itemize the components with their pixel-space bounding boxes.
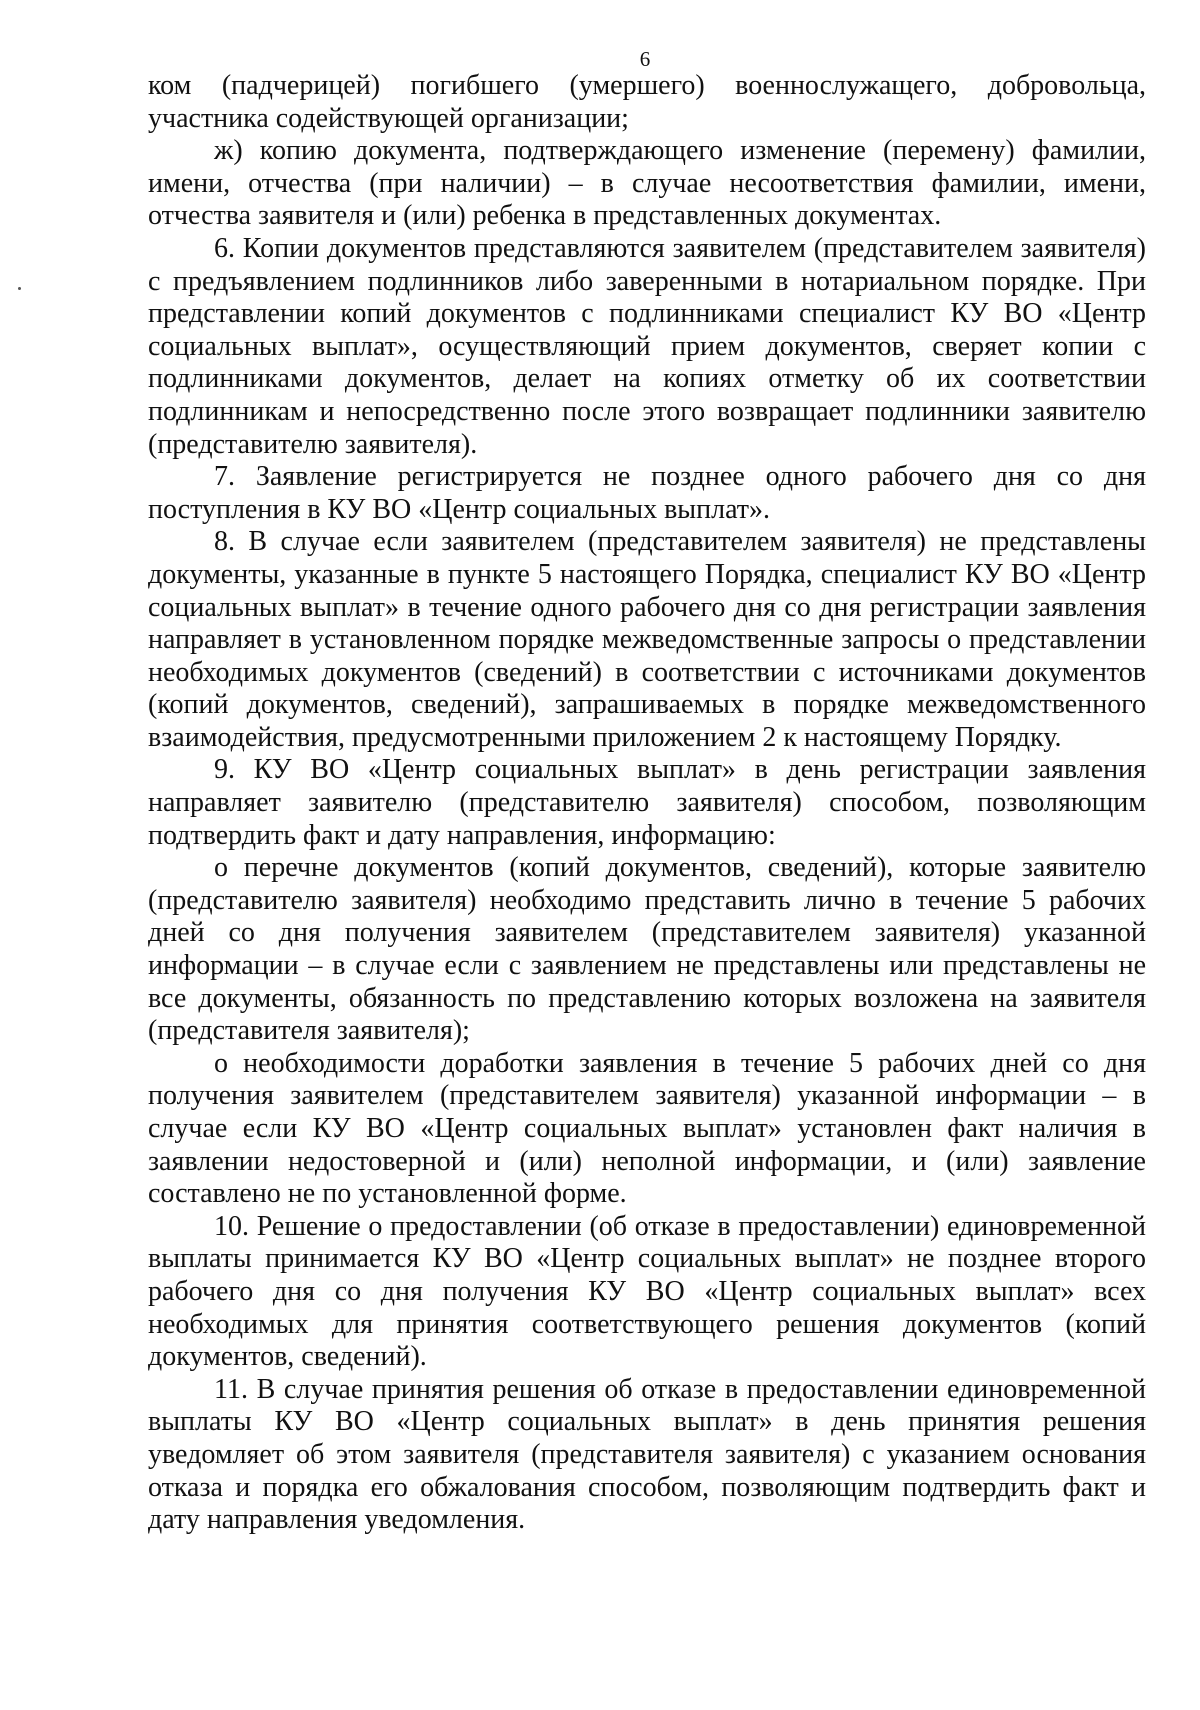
document-body [148, 70, 1146, 1537]
margin-mark [18, 287, 21, 290]
page-number: 6 [639, 47, 651, 71]
paragraph-item-zh: ж) копию документа, подтверждающего изменение (перемену) фамилии, имени, отчества (при наличии) – в случае несоответствия фамилии, имени, отчества заявителя и (или) ребенка в представленных документах. [148, 135, 1146, 232]
paragraph-9: 9. КУ ВО «Центр социальных выплат» в день регистрации заявления направляет заявителю (представителю заявителя) способом, позволяющим подтвердить факт и дату направления, информацию: [148, 754, 1146, 851]
paragraph-9-revision: о необходимости доработки заявления в течение 5 рабочих дней со дня получения заявителем (представителем заявителя) указанной информации – в случае если КУ ВО «Центр социальных выплат» установлен факт наличия в заявлении недостоверной и (или) неполной информации, и (или) заявление составлено не по установленной форме. [148, 1047, 1146, 1210]
paragraph-10: 10. Решение о предоставлении (об отказе в предоставлении) единовременной выплаты принимается КУ ВО «Центр социальных выплат» не позднее второго рабочего дня со дня получения КУ ВО «Центр социальных выплат» всех необходимых для принятия соответствующего решения документов (копий документов, сведений). [148, 1210, 1146, 1373]
paragraph-7: 7. Заявление регистрируется не позднее одного рабочего дня со дня поступления в КУ ВО «Центр социальных выплат». [148, 461, 1146, 525]
paragraph-11: 11. В случае принятия решения об отказе в предоставлении единовременной выплаты КУ ВО «Центр социальных выплат» в день принятия решения уведомляет об этом заявителя (представителя заявителя) с указанием основания отказа и порядка его обжалования способом, позволяющим подтвердить факт и дату направления уведомления. [148, 1373, 1146, 1536]
paragraph-continuation: ком (падчерицей) погибшего (умершего) военнослужащего, добровольца, участника содействующей организации; [148, 70, 1146, 134]
paragraph-6: 6. Копии документов представляются заявителем (представителем заявителя) с предъявлением подлинников либо заверенными в нотариальном порядке. При представлении копий документов с подлинниками специалист КУ ВО «Центр социальных выплат», осуществляющий прием документов, сверяет копии с подлинниками документов, делает на копиях отметку об их соответствии подлинникам и непосредственно после этого возвращает подлинники заявителю (представителю заявителя). [148, 232, 1146, 460]
paragraph-9-documents-list: о перечне документов (копий документов, сведений), которые заявителю (представителю заявителя) необходимо представить лично в течение 5 рабочих дней со дня получения заявителем (представителем заявителя) указанной информации – в случае если с заявлением не представлены или представлены не все документы, обязанность по представлению которых возложена на заявителя (представителя заявителя); [148, 852, 1146, 1047]
paragraph-8: 8. В случае если заявителем (представителем заявителя) не представлены документы, указанные в пункте 5 настоящего Порядка, специалист КУ ВО «Центр социальных выплат» в течение одного рабочего дня со дня регистрации заявления направляет в установленном порядке межведомственные запросы о представлении необходимых документов (сведений) в соответствии с источниками документов (копий документов, сведений), запрашиваемых в порядке межведомственного взаимодействия, предусмотренными приложением 2 к настоящему Порядку. [148, 526, 1146, 753]
